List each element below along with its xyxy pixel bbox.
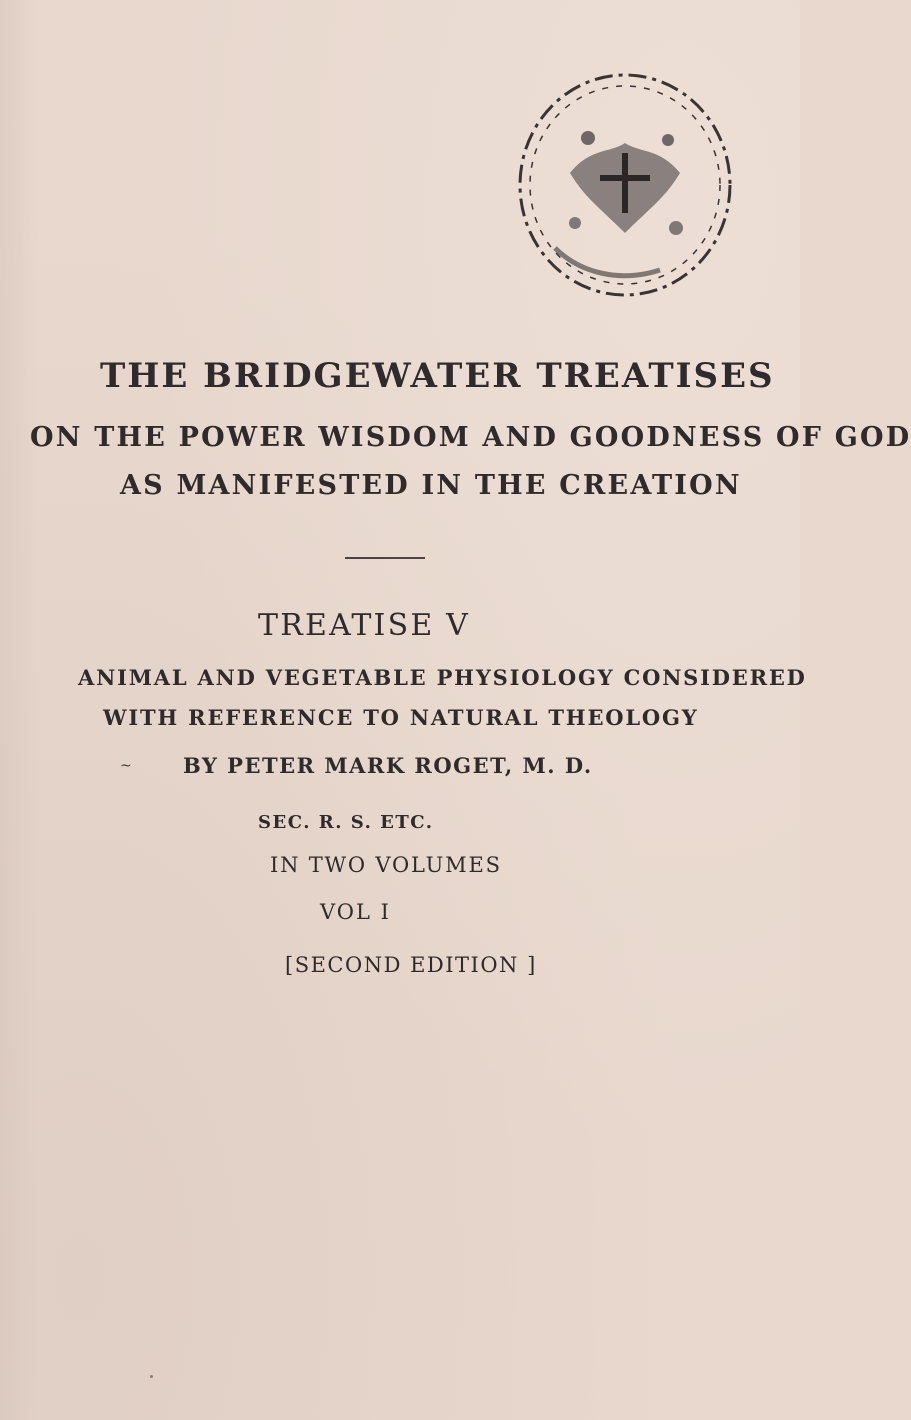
treatise-number: TREATISE V xyxy=(258,608,471,643)
subject-line-1: ANIMAL AND VEGETABLE PHYSIOLOGY CONSIDERED xyxy=(78,665,807,690)
library-stamp xyxy=(500,58,750,313)
divider-rule xyxy=(345,557,425,559)
subject-line-2: WITH REFERENCE TO NATURAL THEOLOGY xyxy=(103,705,699,730)
title: THE BRIDGEWATER TREATISES xyxy=(100,356,775,396)
paper-speck xyxy=(150,1375,153,1378)
edition: [SECOND EDITION ] xyxy=(285,953,537,977)
volume-number: VOL I xyxy=(320,900,391,924)
author: BY PETER MARK ROGET, M. D. xyxy=(183,753,593,778)
subtitle-line-1: ON THE POWER WISDOM AND GOODNESS OF GOD xyxy=(30,422,911,453)
subtitle-line-2: AS MANIFESTED IN THE CREATION xyxy=(120,470,742,501)
ornament-mark: ~ xyxy=(120,758,132,774)
volume-count: IN TWO VOLUMES xyxy=(270,853,502,877)
author-degrees: SEC. R. S. ETC. xyxy=(258,812,434,833)
